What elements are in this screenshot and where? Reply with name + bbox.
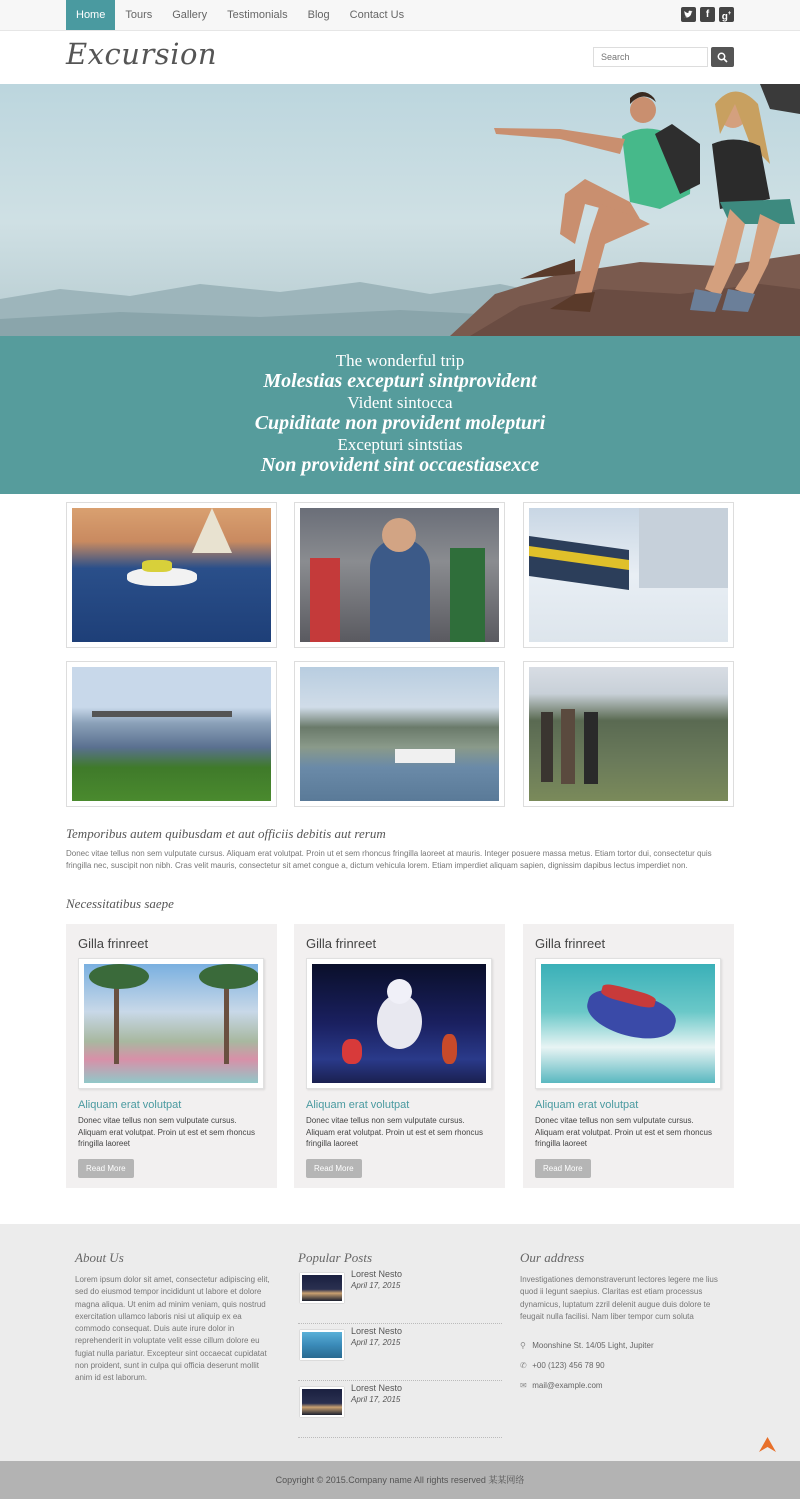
phone [520,1361,605,1370]
card-link[interactable]: Aliquam erat volutpat [535,1099,639,1111]
hero-image [0,84,800,336]
gallery-image-harbor[interactable] [294,661,505,807]
copyright: Copyright © 2015.Company name All rights reserved 某某网络 [0,1461,800,1499]
phone-icon: ✆ [520,1361,527,1370]
google-plus-icon[interactable]: g+ [719,7,734,22]
card-text: Donec vitae tellus non sem vulputate cursus. Aliquam erat volutpat. Proin ut est et sem rhoncus fringilla laoreet [78,1116,255,1148]
post-item[interactable] [298,1266,502,1324]
nav-home[interactable]: Home [66,0,115,30]
card-text: Donec vitae tellus non sem vulputate cursus. Aliquam erat volutpat. Proin ut est et sem rhoncus fringilla laoreet [535,1116,712,1148]
search-input[interactable] [593,47,708,67]
popular-posts-title: Popular Posts [298,1250,373,1265]
street-text: Moonshine St. 14/05 Light, Jupiter [532,1341,654,1350]
card-link[interactable]: Aliquam erat volutpat [78,1099,182,1111]
email[interactable] [520,1381,603,1390]
banner-line: Non provident sint occaestiasexce [260,454,540,476]
nav-contact[interactable]: Contact Us [349,9,405,21]
email-text[interactable]: mail@example.com [532,1381,603,1390]
top-bar [0,0,800,31]
street-address [520,1341,654,1350]
post-title[interactable]: Lorest Nesto [351,1269,403,1279]
gallery-image-river[interactable] [66,661,277,807]
nav-testimonials[interactable]: Testimonials [227,9,288,21]
features-title: Necessitatibus saepe [66,896,174,911]
gallery-image-train[interactable] [523,502,734,648]
card-image[interactable] [535,958,721,1089]
card-image[interactable] [306,958,492,1089]
gallery-image-jetski[interactable] [66,502,277,648]
address-text: Investigationes demonstraverunt lectores legere me lius quod ii legunt saepius. Claritas est etiam processus dynamicus, luptatum zzril delenit augue duis dolore te feugait nulla facilisi. Nam liber tempor cum soluta [520,1275,718,1321]
feature-card [66,924,277,1188]
post-thumbnail[interactable] [300,1273,344,1303]
intro-text: Donec vitae tellus non sem vulputate cursus. Aliquam erat volutpat. Proin ut et sem rhoncus fringilla laoreet at mauris. Integer posuere massa metus. Etiam tortor dui, consectetur quis fringilla nec, suscipit non nibh. Cras velit mauris, consectetur sit amet congue a, dictum vehicula lorem. Etiam imperdiet aliquam sapien, dignissim dapibus lectus imperdiet non. [66,849,712,870]
read-more-button[interactable]: Read More [306,1159,362,1178]
about-title: About Us [75,1250,124,1265]
intro-title: Temporibus autem quibusdam et aut officiis debitis aut rerum [66,826,386,841]
read-more-button[interactable]: Read More [535,1159,591,1178]
feature-card [294,924,505,1188]
card-image[interactable] [78,958,264,1089]
post-thumbnail[interactable] [300,1387,344,1417]
card-title: Gilla frinreet [535,936,606,951]
banner-line: Vident sintocca [347,393,453,412]
banner-line: Cupiditate non provident molepturi [254,412,546,434]
read-more-button[interactable]: Read More [78,1159,134,1178]
card-text: Donec vitae tellus non sem vulputate cursus. Aliquam erat volutpat. Proin ut est et sem rhoncus fringilla laoreet [306,1116,483,1148]
about-text: Lorem ipsum dolor sit amet, consectetur adipiscing elit, sed do eiusmod tempor incididunt ut labore et dolore magna aliqua. Ut enim ad minim veniam, quis nostrud exercitation ullamco laboris nisi ut aliquip ex ea commodo consequat. Duis aute irure dolor in reprehenderit in voluptate velit esse cillum dolore eu fugiat nulla pariatur. Excepteur sint occaecat cupidatat non proident, sunt in culpa qui officia deserunt mollit anim id est laborum. [75,1275,270,1383]
post-title[interactable]: Lorest Nesto [351,1326,403,1336]
phone-text: +00 (123) 456 78 90 [532,1361,605,1370]
search-icon [717,52,728,63]
nav-tours[interactable]: Tours [125,9,153,21]
social-links [681,7,734,22]
gallery-image-machu-picchu[interactable] [523,661,734,807]
banner-line: The wonderful trip [335,351,465,370]
facebook-icon[interactable]: f [700,7,715,22]
banner-line: Molestias excepturi sintprovident [263,370,537,392]
hero-banner [0,336,800,494]
card-title: Gilla frinreet [78,936,149,951]
post-item[interactable] [298,1323,502,1381]
feature-card [523,924,734,1188]
gallery-image-street[interactable] [294,502,505,648]
back-to-top-icon[interactable] [759,1437,776,1452]
address-title: Our address [520,1250,585,1265]
site-logo[interactable]: Excursion [66,37,218,71]
map-marker-icon: ⚲ [520,1341,526,1350]
envelope-icon: ✉ [520,1381,527,1390]
nav-gallery[interactable]: Gallery [172,9,208,21]
twitter-icon[interactable] [681,7,696,22]
card-title: Gilla frinreet [306,936,377,951]
post-date: April 17, 2015 [351,1338,401,1347]
search-button[interactable] [711,47,734,67]
nav-blog[interactable]: Blog [307,9,330,21]
card-link[interactable]: Aliquam erat volutpat [306,1099,410,1111]
post-title[interactable]: Lorest Nesto [351,1383,403,1393]
post-item[interactable] [298,1380,502,1438]
main-nav [66,0,414,30]
post-date: April 17, 2015 [351,1281,401,1290]
post-date: April 17, 2015 [351,1395,401,1404]
post-thumbnail[interactable] [300,1330,344,1360]
banner-line: Excepturi sintstias [337,435,463,454]
